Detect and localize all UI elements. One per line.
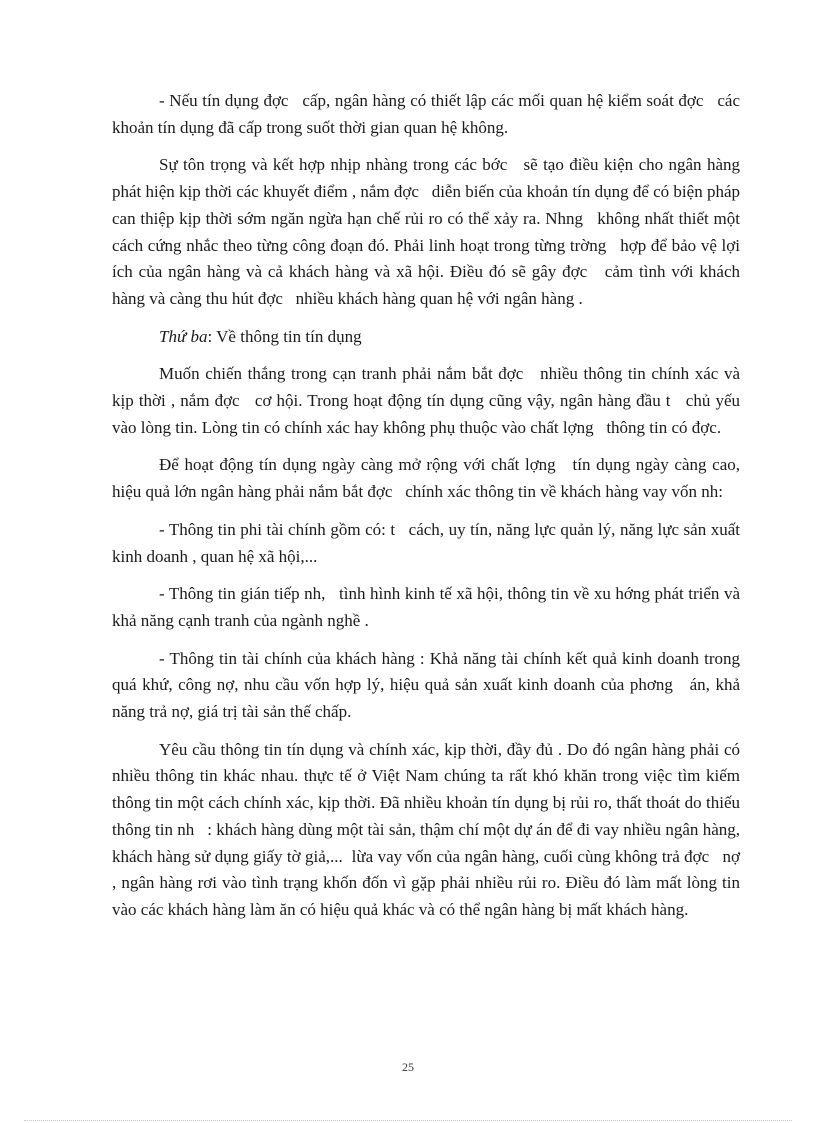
page-number: 25 (402, 1060, 414, 1074)
document-body (112, 88, 745, 935)
list-item-non-financial-info: - Thông tin phi tài chính gồm có: t cách, uy tín, năng lực quản lý, năng lực sản xuất kinh doanh , quan hệ xã hội,... (112, 519, 745, 566)
section-heading-text: : Về thông tin tín dụng (207, 326, 362, 346)
section-heading (112, 324, 740, 351)
paragraph-competition-information: Muốn chiến thắng trong cạn tranh phải nắm bắt đợc nhiều thông tin chính xác và kịp thời , nắm đợc cơ hội. Trong hoạt động tín dụng cũng vậy, ngân hàng đầu t chủ yếu vào lòng tin. Lòng tin có chính xác hay không phụ thuộc vào chất lợng thông tin có đợc. (112, 364, 745, 437)
paragraph-information-requirements: Yêu cầu thông tin tín dụng và chính xác, kịp thời, đầy đủ . Do đó ngân hàng phải có nhiều thông tin khác nhau. thực tế ở Việt Nam chúng ta rất khó khăn trong việc tìm kiếm thông tin một cách chính xác, kịp thời. Đã nhiều khoản tín dụng bị rủi ro, thất thoát do thiếu thông tin nh : khách hàng dùng một tài sản, thậm chí một dự án để đi vay nhiều ngân hàng, khách hàng sử dụng giấy tờ giả,... lừa vay vốn của ngân hàng, cuối cùng không trả đợc nợ , ngân hàng rơi vào tình trạng khốn đốn vì gặp phải nhiều rủi ro. Điều đó làm mất lòng tin vào các khách hàng làm ăn có hiệu quả khác và có thể ngân hàng bị mất khách hàng. (112, 739, 745, 919)
list-item-financial-info: - Thông tin tài chính của khách hàng : Khả năng tài chính kết quả kinh doanh trong quá khứ, công nợ, nhu cầu vốn hợp lý, hiệu quả sản xuất kinh doanh của phơng án, khả năng trả nợ, giá trị tài sản thế chấp. (112, 648, 745, 722)
footer-divider (24, 1120, 792, 1121)
paragraph-credit-expansion: Để hoạt động tín dụng ngày càng mở rộng với chất lợng tín dụng ngày càng cao, hiệu quả lớn ngân hàng phải nắm bắt đợc chính xác thông tin về khách hàng vay vốn nh: (112, 455, 745, 502)
paragraph-process-coordination: Sự tôn trọng và kết hợp nhịp nhàng trong các bớc sẽ tạo điều kiện cho ngân hàng phát hiện kịp thời các khuyết điểm , nắm đợc diễn biến của khoản tín dụng để có biện pháp can thiệp kịp thời sớm ngăn ngừa hạn chế rủi ro có thể xảy ra. Nhng không nhất thiết một cách cứng nhắc theo từng công đoạn đó. Phải linh hoạt trong từng trờng hợp để bảo vệ lợi ích của ngân hàng và cả khách hàng và xã hội. Điều đó sẽ gây đợc cảm tình với khách hàng và càng thu hút đợc nhiều khách hàng quan hệ với ngân hàng . (112, 155, 745, 308)
list-item-indirect-info: - Thông tin gián tiếp nh, tình hình kinh tế xã hội, thông tin về xu hớng phát triển và khả năng cạnh tranh của ngành nghề . (112, 584, 745, 630)
section-heading-label: Thứ ba (159, 326, 208, 346)
paragraph-credit-control: - Nếu tín dụng đợc cấp, ngân hàng có thiết lập các mối quan hệ kiểm soát đợc các khoản tín dụng đã cấp trong suốt thời gian quan hệ không. (112, 91, 745, 137)
